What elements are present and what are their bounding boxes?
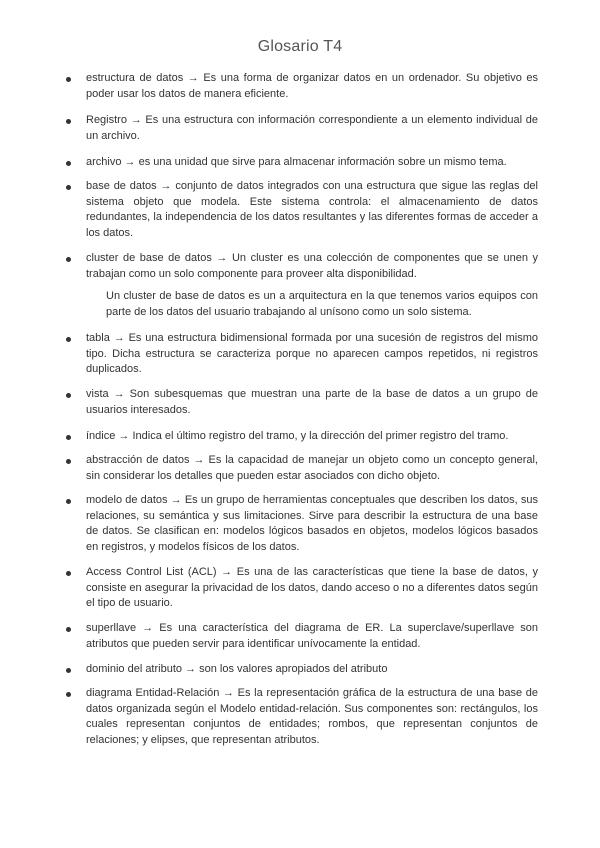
bullet-icon <box>66 161 71 166</box>
entry-text: tabla → Es una estructura bidimensional formada por una sucesión de registros del mismo tipo. Dicha estructura se caracteriza porque no aparecen campos repetidos, ni registros duplicados. <box>86 332 538 376</box>
bullet-icon <box>66 692 71 697</box>
entry-text: abstracción de datos → Es la capacidad de manejar un objeto como un concepto general, sin considerar los detalles que pueden estar asociados con dicho objeto. <box>86 454 538 482</box>
bullet-icon <box>66 435 71 440</box>
entry-text: superllave → Es una característica del diagrama de ER. La superclave/superllave son atributos que pueden servir para identificar unívocamente la entidad. <box>86 622 538 650</box>
bullet-icon <box>66 77 71 82</box>
page-title: Glosario T4 <box>257 38 343 55</box>
bullet-icon <box>66 257 71 262</box>
entry-text: vista → Son subesquemas que muestran una parte de la base de datos a un grupo de usuarios interesados. <box>86 388 538 416</box>
bullet-icon <box>66 119 71 124</box>
entry-text: Access Control List (ACL) → Es una de las características que tiene la base de datos, y consiste en asegurar la privacidad de los datos, dando acceso o no a diferentes datos según el tipo de usuario. <box>86 566 538 610</box>
bullet-icon <box>66 499 71 504</box>
bullet-icon <box>66 393 71 398</box>
entry-text: cluster de base de datos → Un cluster es una colección de componentes que se unen y trabajan como un solo componente para proveer alta disponibilidad. <box>86 252 538 280</box>
entry-text: archivo → es una unidad que sirve para almacenar información sobre un mismo tema. <box>86 156 507 168</box>
entry-text: diagrama Entidad-Relación → Es la representación gráfica de la estructura de una base de datos organizada según el Modelo entidad-relación. Sus componentes son: rectángulos, los cuales representan conjuntos de entidades; rombos, que representan conjuntos de relaciones; y elipses, que representan atributos. <box>86 687 538 746</box>
entry-text: estructura de datos → Es una forma de organizar datos en un ordenador. Su objetivo es poder usar los datos de manera eficiente. <box>86 72 538 100</box>
bullet-icon <box>66 627 71 632</box>
bullet-icon <box>66 571 71 576</box>
entry-text: modelo de datos → Es un grupo de herramientas conceptuales que describen los datos, sus relaciones, su semántica y sus limitaciones. Sirve para describir la estructura de una base de datos. Se clasifican en: modelos lógicos basados en objetos, modelos lógicos basados en registros, y modelos físicos de los datos. <box>86 494 538 553</box>
entry-text: base de datos → conjunto de datos integrados con una estructura que sigue las reglas del sistema objeto que modela. Este sistema controla: el almacenamiento de datos redundantes, la independencia de los datos resultantes y las diferentes formas de acceder a los datos. <box>86 180 538 239</box>
bullet-icon <box>66 337 71 342</box>
entry-text: índice → Indica el último registro del tramo, y la dirección del primer registro del tramo. <box>86 430 509 442</box>
cluster-note: Un cluster de base de datos es un a arquitectura en la que tenemos varios equipos con parte de los datos del usuario trabajando al unísono como un solo sistema. <box>106 290 538 318</box>
bullet-icon <box>66 185 71 190</box>
bullet-icon <box>66 668 71 673</box>
bullet-icon <box>66 459 71 464</box>
entry-text: Registro → Es una estructura con información correspondiente a un elemento individual de un archivo. <box>86 114 538 142</box>
entry-text: dominio del atributo → son los valores apropiados del atributo <box>86 663 388 675</box>
